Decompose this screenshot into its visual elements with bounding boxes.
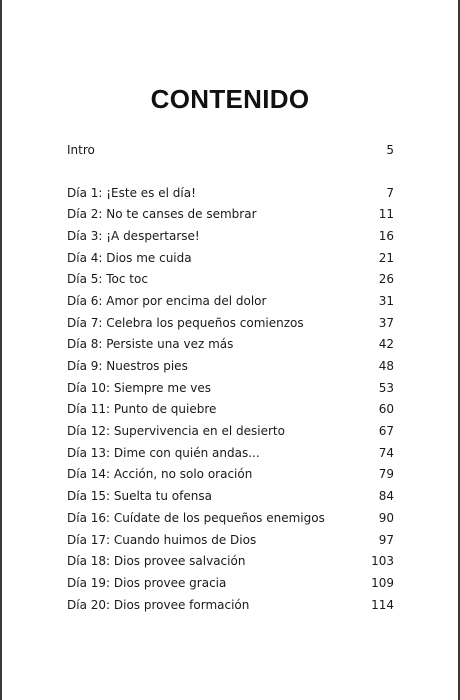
toc-entry[interactable] bbox=[67, 225, 394, 247]
toc-entry-label: Día 2: No te canses de sembrar bbox=[67, 207, 257, 222]
toc-entry-page: 114 bbox=[371, 597, 394, 612]
toc-entry[interactable] bbox=[67, 550, 394, 572]
toc-entry-label: Día 1: ¡Este es el día! bbox=[67, 185, 196, 200]
toc-entry-page: 53 bbox=[378, 380, 394, 395]
toc-entry[interactable] bbox=[67, 572, 394, 594]
toc-entry-label: Día 18: Dios provee salvación bbox=[67, 554, 246, 569]
toc-entry-page: 37 bbox=[378, 315, 394, 330]
toc-entry-page: 42 bbox=[378, 337, 394, 352]
toc-entry[interactable] bbox=[67, 355, 394, 377]
toc-entry-page: 79 bbox=[378, 467, 394, 482]
toc-entry-page: 60 bbox=[378, 402, 394, 417]
toc-entry-label: Día 20: Dios provee formación bbox=[67, 597, 250, 612]
toc-entry-page: 26 bbox=[378, 272, 394, 287]
toc-entry[interactable] bbox=[67, 377, 394, 399]
toc-entry-label: Día 6: Amor por encima del dolor bbox=[67, 293, 267, 308]
toc-entry-page: 97 bbox=[378, 532, 394, 547]
toc-entry[interactable] bbox=[67, 334, 394, 356]
toc-entry[interactable] bbox=[67, 247, 394, 269]
toc-entry-page: 84 bbox=[378, 489, 394, 504]
table-of-contents bbox=[67, 139, 394, 615]
toc-entry[interactable] bbox=[67, 182, 394, 204]
toc-entry-label: Día 10: Siempre me ves bbox=[67, 380, 211, 395]
toc-entry-page: 21 bbox=[378, 250, 394, 265]
toc-entry-page: 90 bbox=[378, 510, 394, 525]
toc-entry-label: Día 14: Acción, no solo oración bbox=[67, 467, 253, 482]
toc-entry-label: Intro bbox=[67, 142, 95, 157]
toc-entry-label: Día 5: Toc toc bbox=[67, 272, 148, 287]
toc-entry-label: Día 15: Suelta tu ofensa bbox=[67, 489, 212, 504]
toc-entry-label: Día 17: Cuando huimos de Dios bbox=[67, 532, 257, 547]
toc-entry[interactable] bbox=[67, 464, 394, 486]
toc-entry[interactable] bbox=[67, 203, 394, 225]
toc-entry[interactable] bbox=[67, 399, 394, 421]
toc-entry-page: 31 bbox=[378, 293, 394, 308]
toc-entry-label: Día 13: Dime con quién andas... bbox=[67, 445, 260, 460]
page-title: CONTENIDO bbox=[150, 84, 310, 114]
toc-entry-page: 48 bbox=[378, 359, 394, 374]
toc-entry-page: 103 bbox=[371, 554, 394, 569]
toc-entry-page: 109 bbox=[371, 575, 394, 590]
toc-entry-page: 16 bbox=[378, 228, 394, 243]
toc-entry-page: 11 bbox=[378, 207, 394, 222]
toc-entry-label: Día 8: Persiste una vez más bbox=[67, 337, 234, 352]
toc-entry-label: Día 11: Punto de quiebre bbox=[67, 402, 217, 417]
toc-entry-intro[interactable] bbox=[67, 139, 394, 161]
toc-entry-label: Día 4: Dios me cuida bbox=[67, 250, 192, 265]
toc-entry-page: 74 bbox=[378, 445, 394, 460]
toc-entry-page: 5 bbox=[386, 142, 394, 157]
toc-entry-page: 67 bbox=[378, 424, 394, 439]
toc-entry-label: Día 7: Celebra los pequeños comienzos bbox=[67, 315, 304, 330]
toc-entry-label: Día 19: Dios provee gracia bbox=[67, 575, 227, 590]
toc-entry[interactable] bbox=[67, 485, 394, 507]
toc-entry[interactable] bbox=[67, 529, 394, 551]
toc-entry-label: Día 12: Supervivencia en el desierto bbox=[67, 424, 285, 439]
toc-entry[interactable] bbox=[67, 420, 394, 442]
toc-entry[interactable] bbox=[67, 507, 394, 529]
toc-entry[interactable] bbox=[67, 312, 394, 334]
toc-entry[interactable] bbox=[67, 268, 394, 290]
toc-entry-label: Día 3: ¡A despertarse! bbox=[67, 228, 200, 243]
toc-entry[interactable] bbox=[67, 442, 394, 464]
toc-entry-page: 7 bbox=[386, 185, 394, 200]
toc-entry-label: Día 9: Nuestros pies bbox=[67, 359, 188, 374]
toc-entry[interactable] bbox=[67, 594, 394, 616]
toc-entry-label: Día 16: Cuídate de los pequeños enemigos bbox=[67, 510, 325, 525]
toc-entry[interactable] bbox=[67, 290, 394, 312]
